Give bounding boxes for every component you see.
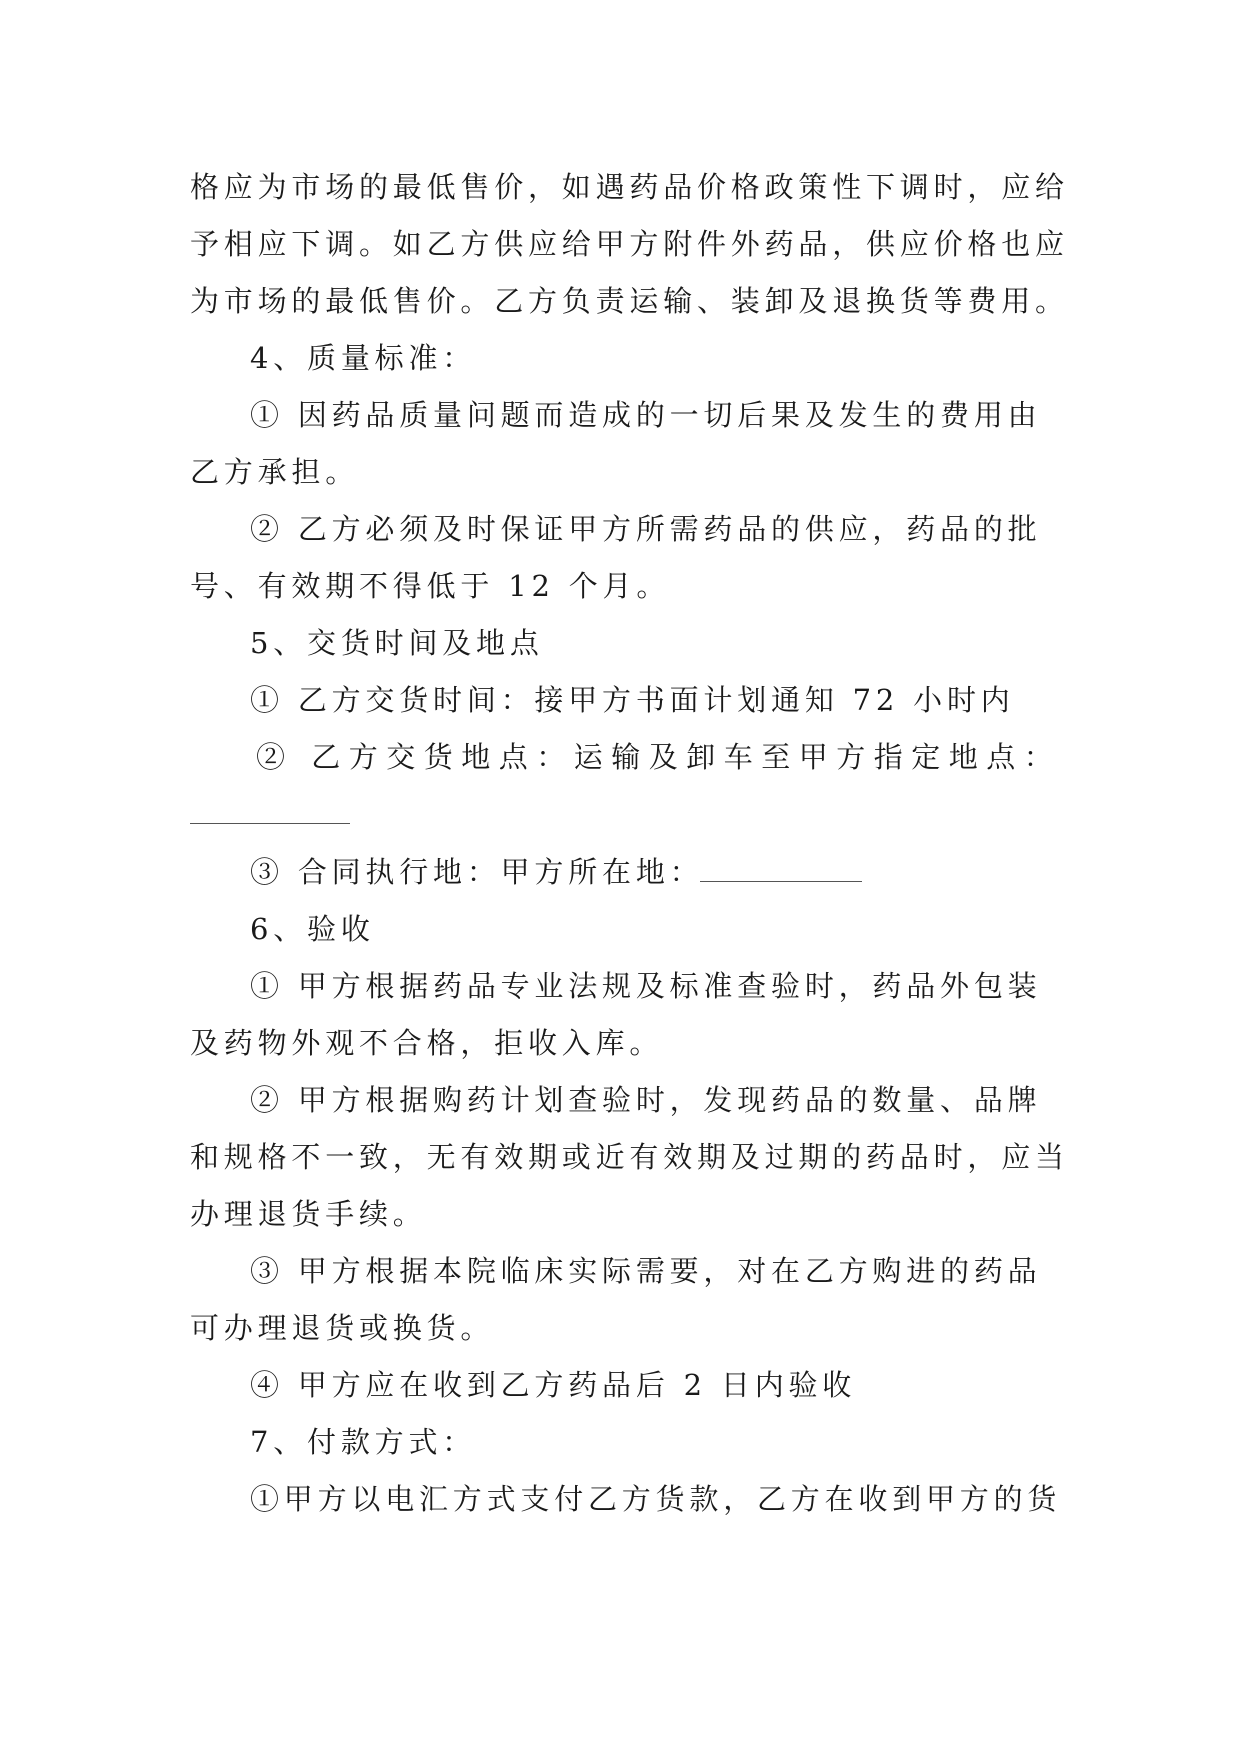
- text-line: 格应为市场的最低售价，如遇药品价格政策性下调时，应给: [190, 170, 1069, 204]
- list-item: ② 甲方根据购药计划查验时，发现药品的数量、品牌: [250, 1083, 1042, 1117]
- text-line: 号、有效期不得低于 12 个月。: [190, 569, 671, 603]
- text-line: 可办理退货或换货。: [190, 1311, 495, 1345]
- list-item: ①甲方以电汇方式支付乙方货款，乙方在收到甲方的货: [250, 1482, 1062, 1516]
- text-line: 及药物外观不合格，拒收入库。: [190, 1026, 664, 1060]
- section-heading: 5、交货时间及地点: [250, 626, 544, 660]
- text-line: 乙方承担。: [190, 455, 360, 489]
- list-item: ③ 合同执行地：甲方所在地：: [250, 855, 704, 889]
- list-item: ② 乙方必须及时保证甲方所需药品的供应，药品的批: [250, 512, 1042, 546]
- list-item: ② 乙方交货地点：运输及卸车至甲方指定地点：: [256, 740, 1062, 774]
- section-heading: 7、付款方式：: [250, 1425, 477, 1459]
- text-line: 予相应下调。如乙方供应给甲方附件外药品，供应价格也应: [190, 227, 1069, 261]
- list-item: ③ 甲方根据本院临床实际需要，对在乙方购进的药品: [250, 1254, 1042, 1288]
- text-line: 和规格不一致，无有效期或近有效期及过期的药品时，应当: [190, 1140, 1069, 1174]
- section-heading: 4、质量标准：: [250, 341, 477, 375]
- text-line: 办理退货手续。: [190, 1197, 427, 1231]
- list-item: ① 乙方交货时间：接甲方书面计划通知 72 小时内: [250, 683, 1015, 717]
- list-item: ④ 甲方应在收到乙方药品后 2 日内验收: [250, 1368, 857, 1402]
- fill-in-blank: [190, 823, 350, 824]
- fill-in-blank: [700, 881, 862, 882]
- section-heading: 6、验收: [250, 912, 375, 946]
- list-item: ① 甲方根据药品专业法规及标准查验时，药品外包装: [250, 969, 1042, 1003]
- text-line: 为市场的最低售价。乙方负责运输、装卸及退换货等费用。: [190, 284, 1069, 318]
- list-item: ① 因药品质量问题而造成的一切后果及发生的费用由: [250, 398, 1042, 432]
